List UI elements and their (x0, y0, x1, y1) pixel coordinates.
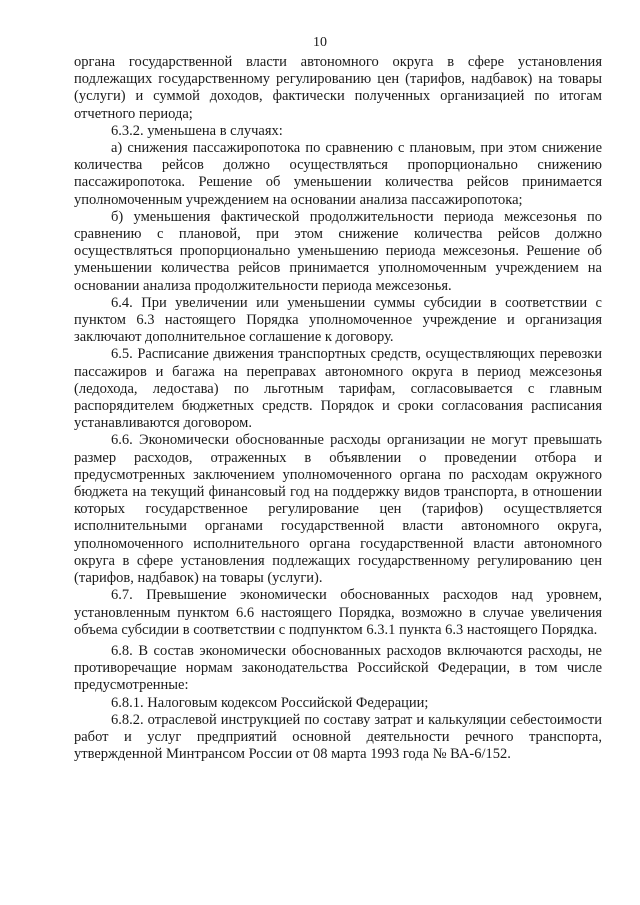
paragraph-6-4: 6.4. При увеличении или уменьшении суммы субсидии в соответствии с пунктом 6.3 настоящего Порядка уполномоченное учреждение и организация заключают дополнительное соглашение к договору. (74, 294, 602, 346)
paragraph-6-8: 6.8. В состав экономически обоснованных расходов включаются расходы, не противоречащие нормам законодательства Российской Федерации, в том числе предусмотренные: (74, 642, 602, 694)
paragraph-6-8-1: 6.8.1. Налоговым кодексом Российской Федерации; (111, 694, 429, 711)
paragraph-6-5: 6.5. Расписание движения транспортных средств, осуществляющих перевозки пассажиров и багажа на переправах автономного округа в период межсезонья (ледохода, ледостава) по льготным тарифам, согласовывается с главным распорядителем бюджетных средств. Порядок и сроки согласования расписания устанавливаются договором. (74, 346, 602, 432)
document-body (74, 54, 602, 763)
paragraph-6-3-2-a: а) снижения пассажиропотока по сравнению с плановым, при этом снижение количества рейсов должно осуществляться пропорционально снижению пассажиропотока. Решение об уменьшении количества рейсов принимается уполномоченным учреждением на основании анализа пассажиропотока; (74, 140, 602, 208)
paragraph-6-7: 6.7. Превышение экономически обоснованных расходов над уровнем, установленным пунктом 6.6 настоящего Порядка, возможно в случае увеличения объема субсидии в соответствии с подпунктом 6.3.1 пункта 6.3 настоящего Порядка. (74, 587, 602, 638)
page-number: 10 (313, 35, 327, 50)
paragraph-6-6: 6.6. Экономически обоснованные расходы организации не могут превышать размер расходов, отраженных в объявлении о проведении отбора и предусмотренных заключением уполномоченного органа по расходам окружного бюджета на текущий финансовый год на поддержку видов транспорта, в отношении которых государственное регулирование цен (тарифов) осуществляется исполнительными органами государственной власти автономного округа, уполномоченного исполнительного органа государственной власти автономного округа в сфере установления подлежащих государственному регулированию цен (тарифов, надбавок) на товары (услуги). (74, 432, 602, 587)
paragraph-continuation: органа государственной власти автономного округа в сфере установления подлежащих государственному регулированию цен (тарифов, надбавок) на товары (услуги) и суммой доходов, фактически полученных организацией по итогам отчетного периода; (74, 54, 602, 122)
paragraph-6-3-2: 6.3.2. уменьшена в случаях: (111, 122, 283, 139)
paragraph-6-3-2-b: б) уменьшения фактической продолжительности периода межсезонья по сравнению с плановой, при этом снижение количества рейсов должно осуществляться пропорционально уменьшению периода межсезонья. Решение об уменьшении количества рейсов принимается уполномоченным учреждением на основании анализа продолжительности периода межсезонья. (74, 208, 602, 294)
paragraph-6-8-2: 6.8.2. отраслевой инструкцией по составу затрат и калькуляции себестоимости работ и услуг предприятий основной деятельности речного транспорта, утвержденной Минтрансом России от 08 марта 1993 года № ВА-6/152. (74, 711, 602, 763)
